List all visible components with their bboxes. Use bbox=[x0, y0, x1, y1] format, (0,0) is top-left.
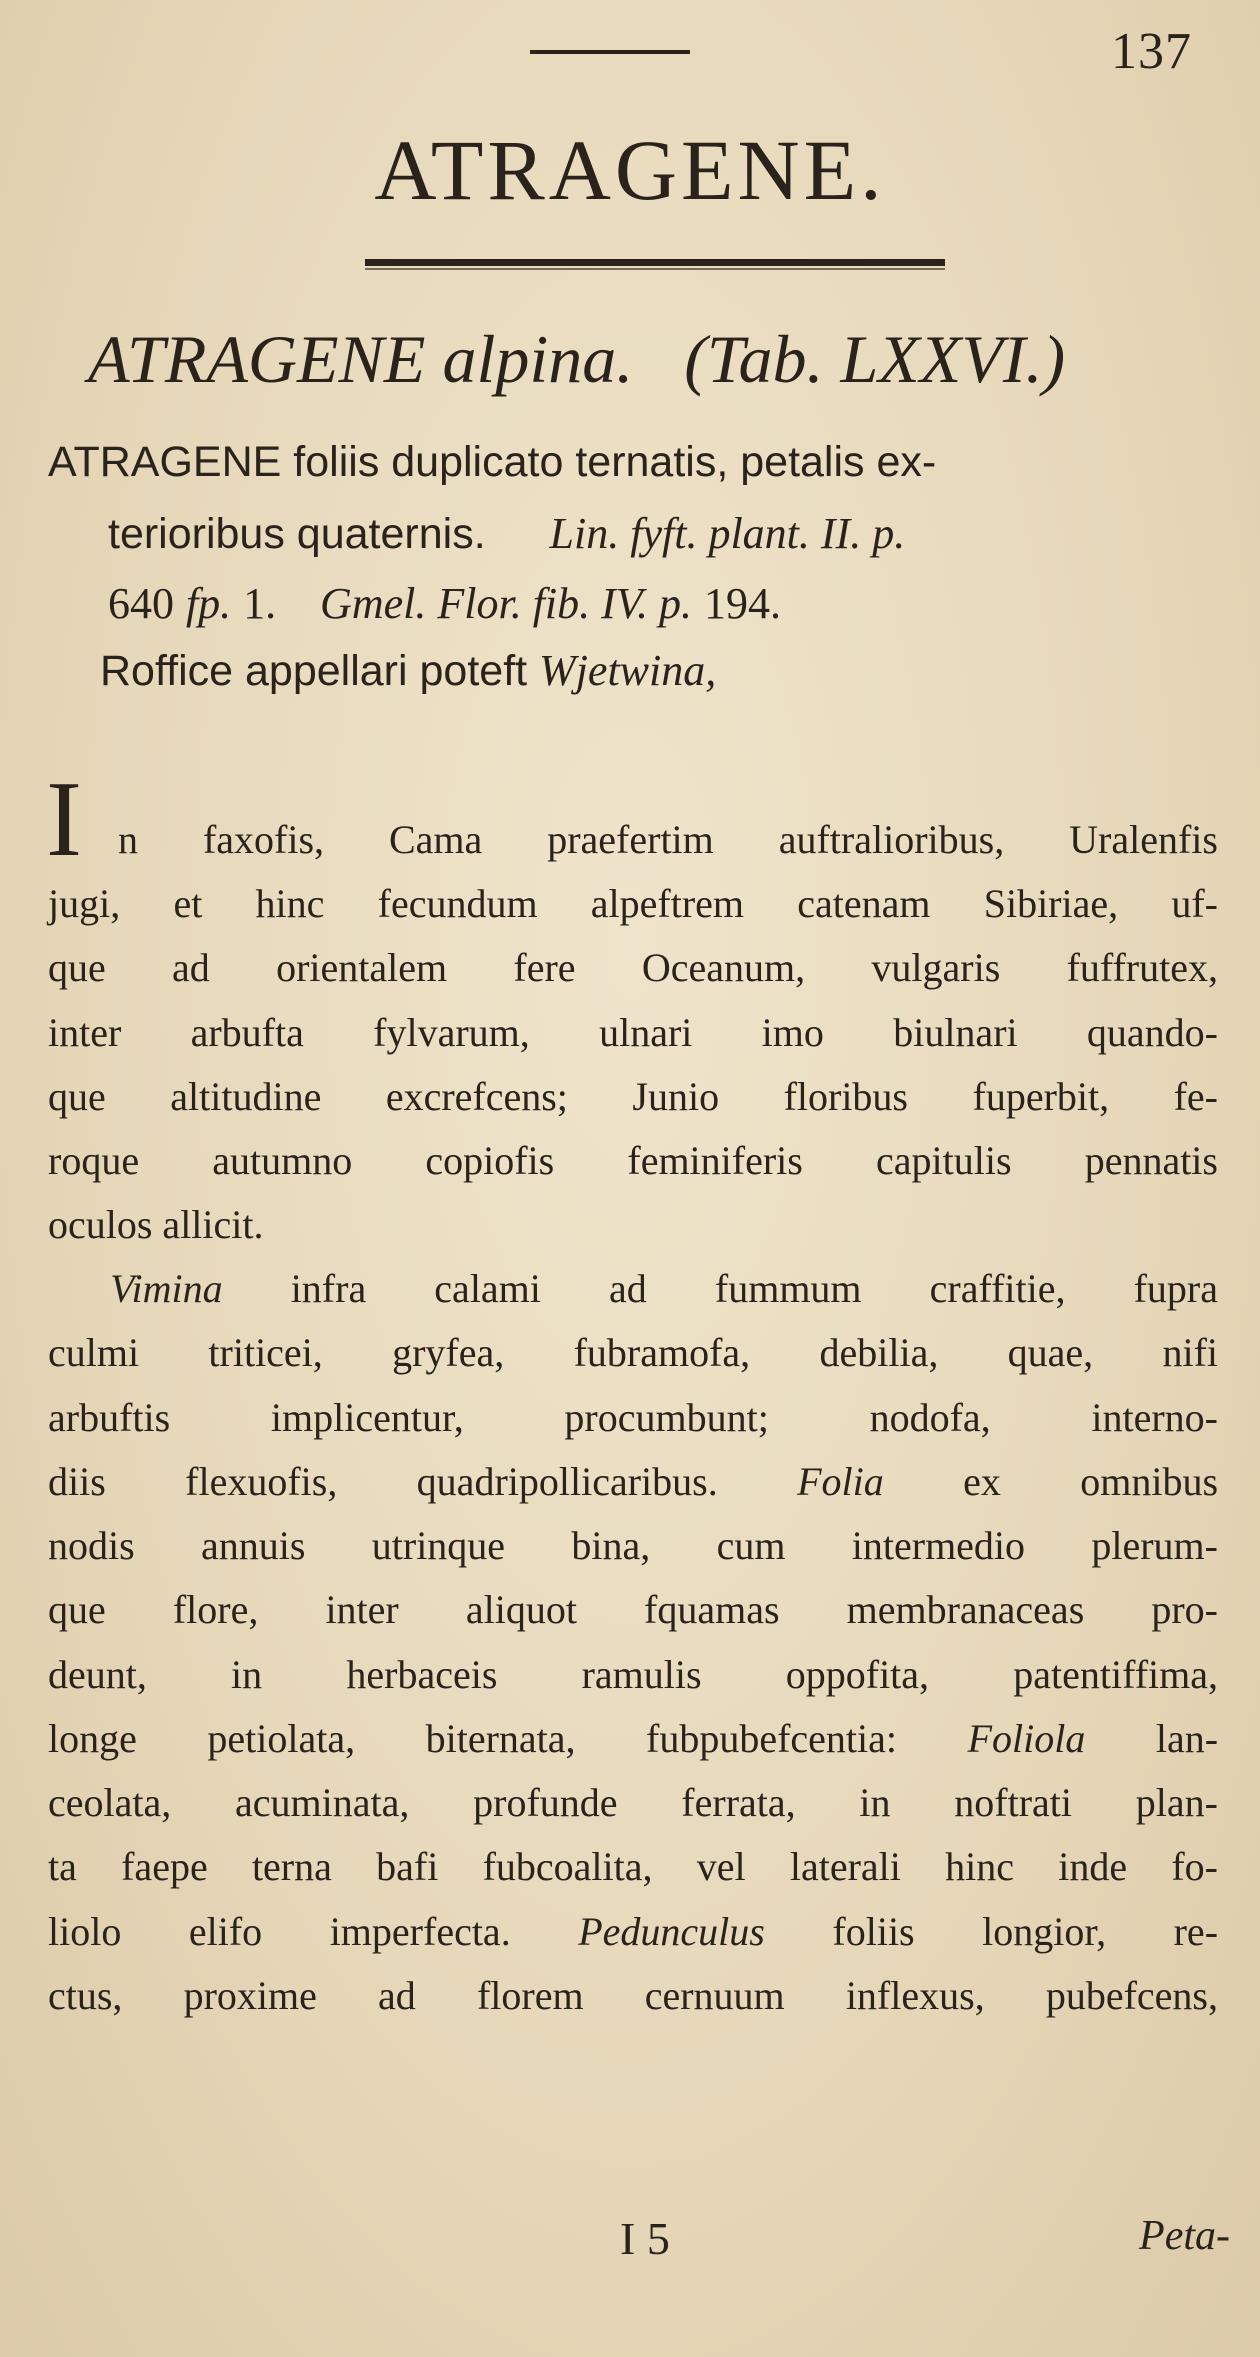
body-text: infra calami ad fummum craffitie, fupra bbox=[290, 1266, 1218, 1311]
body-line: ctus, proxime ad florem cernuum inflexus, pubefcens, bbox=[48, 1973, 1218, 2018]
page-title: ATRAGENE. bbox=[374, 122, 886, 218]
top-rule bbox=[530, 50, 690, 54]
term-foliola: Foliola bbox=[967, 1716, 1086, 1761]
ref-page-640: 640 bbox=[108, 579, 174, 628]
body-line: roque autumno copiofis feminiferis capitulis pennatis bbox=[48, 1138, 1218, 1183]
body-text: ex omnibus bbox=[963, 1459, 1219, 1504]
body-line: arbuftis implicentur, procumbunt; nodofa, interno- bbox=[48, 1395, 1218, 1440]
body-line: ta faepe terna bafi fubcoalita, vel laterali hinc inde fo- bbox=[48, 1844, 1218, 1889]
body-line: que ad orientalem fere Oceanum, vulgaris fuffrutex, bbox=[48, 945, 1218, 990]
ref-page-194: 194. bbox=[703, 579, 781, 628]
body-text: foliis longior, re- bbox=[832, 1909, 1219, 1954]
synonymy-line-4 bbox=[100, 645, 716, 696]
term-vimina: Vimina bbox=[110, 1266, 223, 1311]
body-line bbox=[48, 1714, 1218, 1764]
body-line bbox=[110, 1264, 1218, 1314]
russian-name-text: Roffice appellari poteft bbox=[100, 647, 528, 695]
body-line: jugi, et hinc fecundum alpeftrem catenam Sibiriae, uf- bbox=[48, 881, 1218, 926]
species-heading bbox=[88, 320, 1065, 399]
body-line: culmi triticei, gryfea, fubramofa, debilia, quae, nifi bbox=[48, 1330, 1218, 1375]
term-folia: Folia bbox=[797, 1459, 884, 1504]
body-line: n faxofis, Cama praefertim auftralioribus, Uralenfis bbox=[118, 817, 1218, 862]
body-line: nodis annuis utrinque bina, cum intermedio plerum- bbox=[48, 1523, 1218, 1568]
signature-mark: I 5 bbox=[620, 2213, 670, 2264]
body-text: lan- bbox=[1155, 1716, 1219, 1761]
ref-sp-number: 1. bbox=[243, 579, 277, 628]
body-line: deunt, in herbaceis ramulis oppofita, patentiffima, bbox=[48, 1652, 1218, 1697]
species-name: ATRAGENE alpina. bbox=[88, 321, 634, 397]
body-line: que flore, inter aliquot fquamas membranaceas pro- bbox=[48, 1587, 1218, 1632]
drop-cap: I bbox=[46, 760, 82, 879]
linnaeus-reference: Lin. fyft. plant. II. p. bbox=[549, 509, 906, 558]
body-text: diis flexuofis, quadripollicaribus. bbox=[48, 1459, 718, 1504]
body-line: oculos allicit. bbox=[48, 1202, 264, 1247]
page-number: 137 bbox=[1111, 23, 1192, 80]
synonymy-line-2 bbox=[108, 508, 905, 559]
plate-reference: (Tab. LXXVI.) bbox=[684, 321, 1066, 397]
title-rule bbox=[365, 259, 945, 266]
title-rule-thin bbox=[365, 268, 945, 270]
synonymy-text: terioribus quaternis. bbox=[108, 510, 486, 558]
body-text: longe petiolata, biternata, fubpubefcentia: bbox=[48, 1716, 898, 1761]
term-pedunculus: Pedunculus bbox=[578, 1909, 765, 1954]
body-line: que altitudine excrefcens; Junio floribus fuperbit, fe- bbox=[48, 1074, 1218, 1119]
gmelin-reference: Gmel. Flor. fib. IV. p. bbox=[320, 579, 693, 628]
synonymy-line-3 bbox=[108, 578, 781, 629]
catchword: Peta- bbox=[1139, 2213, 1230, 2259]
body-text: liolo elifo imperfecta. bbox=[48, 1909, 511, 1954]
body-line bbox=[48, 1457, 1218, 1507]
body-line: inter arbufta fylvarum, ulnari imo biulnari quando- bbox=[48, 1010, 1218, 1055]
ref-sp: fp. bbox=[185, 579, 232, 628]
body-line bbox=[48, 1907, 1218, 1957]
russian-name: Wjetwina, bbox=[539, 646, 717, 695]
body-line: ceolata, acuminata, profunde ferrata, in noftrati plan- bbox=[48, 1780, 1218, 1825]
synonymy-line-1: ATRAGENE foliis duplicato ternatis, petalis ex- bbox=[48, 438, 937, 486]
